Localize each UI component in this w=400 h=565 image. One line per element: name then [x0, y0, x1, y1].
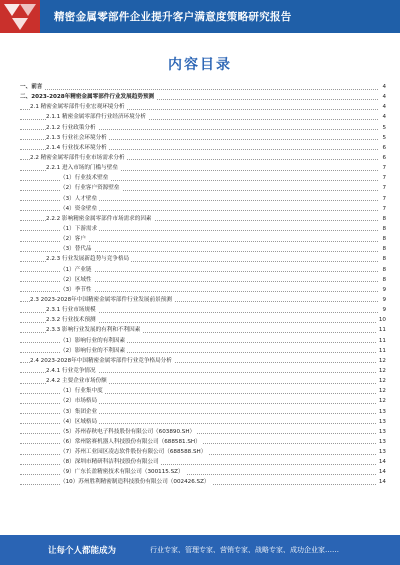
toc-entry-text: 2.1.4 行业技术环境分析: [46, 143, 109, 153]
toc-entry[interactable]: [20, 427, 386, 437]
toc-entry-page: 5: [380, 123, 386, 133]
toc-entry[interactable]: [20, 214, 386, 224]
toc-entry[interactable]: [20, 234, 386, 244]
toc-entry[interactable]: [20, 336, 386, 346]
toc-entry-page: 4: [380, 102, 386, 112]
toc-entry-page: 7: [380, 204, 386, 214]
toc-entry[interactable]: [20, 265, 386, 275]
toc-entry[interactable]: [20, 366, 386, 376]
toc-entry-page: 9: [380, 285, 386, 295]
toc-entry-text: 2.3.1 行业市场规模: [46, 305, 98, 315]
toc-entry-page: 12: [377, 386, 386, 396]
toc-entry[interactable]: [20, 346, 386, 356]
toc-entry-text: （7）苏州工业园区凌志软件股份有限公司（688588.SH）: [60, 447, 208, 457]
toc-entry-text: 2.3.3 影响行业发展的有利和不利因素: [46, 325, 142, 335]
logo-icon: [0, 0, 40, 33]
toc-entry-page: 7: [380, 163, 386, 173]
toc-entry-page: 4: [380, 112, 386, 122]
toc-entry-page: 8: [380, 275, 386, 285]
toc-entry-text: 一、前言: [20, 82, 44, 92]
toc-entry-page: 13: [377, 447, 386, 457]
toc-heading: 内容目录: [168, 57, 232, 73]
toc-entry-page: 13: [377, 427, 386, 437]
toc-entry[interactable]: [20, 356, 386, 366]
toc-entry-page: 12: [377, 366, 386, 376]
toc-entry[interactable]: [20, 417, 386, 427]
toc-entry[interactable]: [20, 305, 386, 315]
toc-entry[interactable]: [20, 163, 386, 173]
toc-entry-page: 14: [377, 467, 386, 477]
toc-entry-page: 13: [377, 407, 386, 417]
toc-entry-text: （4）区域格局: [60, 417, 99, 427]
toc-entry-text: 2.1 精密金属零部件行业宏观环境分析: [30, 102, 127, 112]
toc-entry[interactable]: [20, 477, 386, 487]
toc-entry-text: （3）集团企业: [60, 407, 99, 417]
toc-entry-page: 5: [380, 133, 386, 143]
toc-entry[interactable]: [20, 183, 386, 193]
toc-entry-page: 6: [380, 153, 386, 163]
toc-entry-text: （2）市场格局: [60, 396, 99, 406]
toc-entry-text: （1）影响行业的有利因素: [60, 336, 127, 346]
toc-entry-text: 2.1.1 精密金属零部件行业经济环境分析: [46, 112, 148, 122]
toc-entry-page: 4: [380, 92, 386, 102]
toc-entry-page: 4: [380, 82, 386, 92]
toc-entry[interactable]: [20, 224, 386, 234]
toc-entry-text: （3）替代品: [60, 244, 94, 254]
header-bar: [0, 0, 400, 33]
toc-entry[interactable]: [20, 204, 386, 214]
toc-entry-page: 9: [380, 295, 386, 305]
toc-entry-text: （2）影响行业的不利因素: [60, 346, 127, 356]
toc-entry-text: （2）行业客户资源壁垒: [60, 183, 122, 193]
toc-entry-page: 14: [377, 477, 386, 487]
toc-entry-text: 二、2023-2028年精密金属零部件行业发展趋势预测: [20, 92, 156, 102]
toc-entry[interactable]: [20, 295, 386, 305]
toc-entry-page: 12: [377, 356, 386, 366]
toc-entry-text: （5）苏州春秋电子科技股份有限公司（603890.SH）: [60, 427, 197, 437]
toc-entry-page: 8: [380, 214, 386, 224]
toc-entry[interactable]: [20, 275, 386, 285]
toc-entry[interactable]: [20, 194, 386, 204]
toc-entry[interactable]: [20, 112, 386, 122]
toc-entry-page: 8: [380, 244, 386, 254]
footer-roles: 行业专家、管理专家、营销专家、战略专家、成功企业家……: [150, 546, 339, 554]
toc-entry-page: 14: [377, 457, 386, 467]
toc-entry[interactable]: [20, 315, 386, 325]
toc-entry-text: （1）行业集中度: [60, 386, 105, 396]
toc-entry-page: 12: [377, 396, 386, 406]
footer-bar: [0, 535, 400, 565]
toc-entry-text: 2.4.2 主要企业市场份额: [46, 376, 109, 386]
toc-entry[interactable]: [20, 386, 386, 396]
toc-entry[interactable]: [20, 133, 386, 143]
toc-entry-page: 7: [380, 183, 386, 193]
toc-entry-page: 10: [377, 315, 386, 325]
toc-entry[interactable]: [20, 102, 386, 112]
toc-entry-text: 2.2 精密金属零部件行业市场需求分析: [30, 153, 127, 163]
toc-entry-page: 9: [380, 305, 386, 315]
toc-entry-text: 2.2.2 影响精密金属零部件市场需求的因素: [46, 214, 154, 224]
toc-entry[interactable]: [20, 437, 386, 447]
toc-entry-page: 11: [377, 346, 386, 356]
toc-entry-text: 2.4.1 行业竞争情况: [46, 366, 98, 376]
toc-entry-page: 8: [380, 224, 386, 234]
toc-entry-text: （8）深圳市精研科洁科技股份有限公司: [60, 457, 161, 467]
toc-entry-page: 13: [377, 437, 386, 447]
toc-entry-page: 12: [377, 376, 386, 386]
toc-entry[interactable]: [20, 82, 386, 92]
toc-entry-page: 11: [377, 325, 386, 335]
toc-entry-page: 13: [377, 417, 386, 427]
toc-entry[interactable]: [20, 153, 386, 163]
header-title: 精密金属零部件企业提升客户满意度策略研究报告: [54, 11, 292, 23]
toc-entry-page: 8: [380, 234, 386, 244]
toc-entry-text: 2.2.1 进入市场的门槛与壁垒: [46, 163, 120, 173]
toc-entry-text: （3）人才壁垒: [60, 194, 99, 204]
toc-entry-text: （6）常州铭赛机器人科技股份有限公司（688581.SH）: [60, 437, 203, 447]
toc-entry-text: 2.1.3 行业社会环境分析: [46, 133, 109, 143]
toc-entry-text: （2）客户: [60, 234, 88, 244]
footer-slogan: 让每个人都能成为: [48, 546, 117, 556]
toc-entry-text: （9）广东长盈精密技术有限公司（300115.SZ）: [60, 467, 186, 477]
toc-entry[interactable]: [20, 457, 386, 467]
toc-entry[interactable]: [20, 92, 386, 102]
toc-entry-text: 2.3 2023-2028年中国精密金属零部件行业发展前景预测: [30, 295, 174, 305]
toc-entry[interactable]: [20, 285, 386, 295]
toc-entry-text: （1）下游需求: [60, 224, 99, 234]
toc-entry-page: 7: [380, 194, 386, 204]
toc-entry-text: （10）苏州胜利精密制造科技股份有限公司（002426.SZ）: [60, 477, 212, 487]
toc-entry-page: 7: [380, 173, 386, 183]
toc-entry-text: （2）区域性: [60, 275, 94, 285]
toc-entry[interactable]: [20, 396, 386, 406]
toc-entry[interactable]: [20, 143, 386, 153]
table-of-contents: [20, 82, 386, 488]
toc-entry-page: 8: [380, 265, 386, 275]
toc-entry[interactable]: [20, 325, 386, 335]
toc-entry[interactable]: [20, 173, 386, 183]
toc-entry[interactable]: [20, 254, 386, 264]
toc-entry-text: （3）季节性: [60, 285, 94, 295]
toc-entry-text: 2.2.3 行业发展新趋势与竞争格局: [46, 254, 131, 264]
toc-entry[interactable]: [20, 447, 386, 457]
toc-entry-text: 2.4 2023-2028年中国精密金属零部件行业竞争格局分析: [30, 356, 174, 366]
toc-entry-page: 8: [380, 254, 386, 264]
toc-entry[interactable]: [20, 467, 386, 477]
toc-entry[interactable]: [20, 244, 386, 254]
toc-entry-text: 2.1.2 行业政策分析: [46, 123, 98, 133]
toc-leader-dots: [20, 89, 378, 90]
toc-entry[interactable]: [20, 376, 386, 386]
toc-entry[interactable]: [20, 123, 386, 133]
toc-entry-page: 11: [377, 336, 386, 346]
toc-entry-text: （1）行业技术壁垒: [60, 173, 110, 183]
logo: [0, 0, 40, 33]
toc-entry-text: （4）资金壁垒: [60, 204, 99, 214]
toc-entry[interactable]: [20, 407, 386, 417]
toc-entry-text: （1）产业链: [60, 265, 94, 275]
toc-entry-text: 2.3.2 行业技术预测: [46, 315, 98, 325]
toc-entry-page: 6: [380, 143, 386, 153]
